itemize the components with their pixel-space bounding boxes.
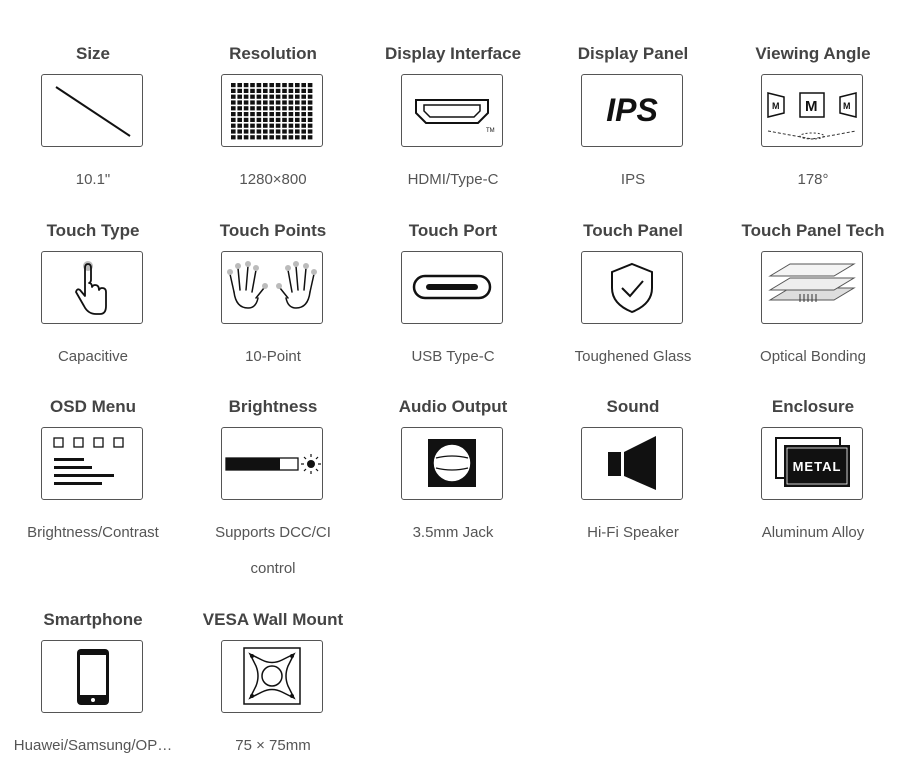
spec-value: 75 × 75mm: [235, 737, 311, 754]
pixel-cell: [269, 100, 274, 104]
layered-panels-icon: [761, 251, 863, 324]
pixel-cell: [263, 135, 268, 139]
pixel-cell: [276, 106, 281, 110]
pixel-cell: [295, 112, 300, 116]
spec-title: Smartphone: [43, 610, 143, 629]
pixel-cell: [250, 112, 255, 116]
spec-value: Huawei/Samsung/OP…: [13, 737, 173, 754]
pixel-cell: [250, 117, 255, 121]
pixel-cell: [282, 135, 287, 139]
pixel-cell: [269, 83, 274, 87]
pixel-cell: [231, 117, 236, 121]
usb-c-port-icon: [401, 251, 503, 324]
pixel-cell: [237, 129, 242, 133]
pixel-cell: [269, 106, 274, 110]
pixel-cell: [231, 129, 236, 133]
pixel-cell: [244, 88, 249, 92]
pixel-cell: [263, 83, 268, 87]
spec-title: Display Panel: [577, 44, 689, 63]
ips-text-icon: [581, 74, 683, 147]
spec-value: Toughened Glass: [574, 348, 692, 365]
pixel-cell: [263, 129, 268, 133]
spec-value: Aluminum Alloy: [761, 524, 865, 541]
pixel-cell: [301, 83, 306, 87]
pixel-cell: [308, 112, 313, 116]
spec-value: 1280×800: [239, 171, 307, 188]
pixel-cell: [250, 100, 255, 104]
pixel-cell: [301, 100, 306, 104]
pixel-cell: [231, 123, 236, 127]
pixel-cell: [289, 112, 294, 116]
pixel-cell: [308, 135, 313, 139]
pixel-cell: [231, 112, 236, 116]
pixel-cell: [276, 135, 281, 139]
pixel-cell: [269, 135, 274, 139]
pixel-cell: [237, 94, 242, 98]
pixel-cell: [263, 112, 268, 116]
pixel-cell: [244, 100, 249, 104]
pixel-cell: [282, 94, 287, 98]
pixel-cell: [276, 100, 281, 104]
pixel-cell: [308, 88, 313, 92]
pixel-cell: [289, 129, 294, 133]
pixel-cell: [257, 112, 262, 116]
pixel-cell: [301, 94, 306, 98]
pixel-cell: [282, 112, 287, 116]
spec-value: Brightness/Contrast: [27, 524, 159, 541]
pixel-grid-icon: [221, 74, 323, 147]
pixel-cell: [301, 112, 306, 116]
pixel-cell: [231, 100, 236, 104]
pixel-cell: [257, 94, 262, 98]
spec-value: Optical Bonding: [760, 348, 866, 365]
svg-text:TM: TM: [486, 128, 495, 134]
pixel-cell: [231, 88, 236, 92]
pixel-cell: [244, 94, 249, 98]
pixel-cell: [308, 123, 313, 127]
pixel-cell: [231, 135, 236, 139]
pixel-cell: [237, 106, 242, 110]
pixel-cell: [231, 94, 236, 98]
osd-menu-icon: [41, 427, 143, 500]
pixel-cell: [250, 94, 255, 98]
pixel-cell: [257, 129, 262, 133]
pixel-cell: [237, 83, 242, 87]
spec-title: Display Interface: [384, 44, 522, 63]
pixel-cell: [263, 88, 268, 92]
pixel-cell: [237, 112, 242, 116]
pixel-cell: [289, 88, 294, 92]
spec-title: Resolution: [229, 44, 317, 63]
angle-letter-right: M: [843, 101, 851, 111]
pixel-cell: [289, 135, 294, 139]
pixel-cell: [282, 100, 287, 104]
pixel-cell: [295, 100, 300, 104]
pixel-cell: [295, 117, 300, 121]
angle-letter-left: M: [772, 101, 780, 111]
spec-title: Touch Points: [219, 221, 327, 240]
pixel-cell: [301, 135, 306, 139]
metal-label: METAL: [792, 459, 842, 474]
spec-title: VESA Wall Mount: [202, 610, 344, 629]
pixel-cell: [231, 106, 236, 110]
pixel-cell: [257, 100, 262, 104]
pixel-cell: [276, 94, 281, 98]
viewing-angle-icon: [761, 74, 863, 147]
pixel-cell: [263, 123, 268, 127]
pixel-cell: [250, 135, 255, 139]
spec-title: Touch Type: [46, 221, 140, 240]
pixel-cell: [250, 88, 255, 92]
pixel-cell: [282, 117, 287, 121]
brightness-bar-icon: [221, 427, 323, 500]
pixel-cell: [269, 123, 274, 127]
pixel-cell: [295, 88, 300, 92]
spec-title: OSD Menu: [50, 397, 136, 416]
pixel-cell: [237, 88, 242, 92]
pixel-cell: [295, 129, 300, 133]
pixel-cell: [308, 100, 313, 104]
pixel-cell: [244, 123, 249, 127]
pixel-cell: [269, 94, 274, 98]
pixel-cell: [250, 83, 255, 87]
spec-value: 3.5mm Jack: [412, 524, 494, 541]
spec-title: Touch Port: [408, 221, 498, 240]
pixel-cell: [257, 117, 262, 121]
pixel-cell: [308, 117, 313, 121]
pixel-cell: [244, 106, 249, 110]
pixel-cell: [237, 117, 242, 121]
pixel-cell: [301, 106, 306, 110]
pixel-cell: [276, 112, 281, 116]
pixel-cell: [250, 106, 255, 110]
pixel-cell: [282, 123, 287, 127]
pixel-cell: [257, 135, 262, 139]
pixel-cell: [289, 123, 294, 127]
pixel-cell: [269, 88, 274, 92]
pixel-cell: [263, 94, 268, 98]
spec-value: Capacitive: [57, 348, 129, 365]
pixel-cell: [295, 94, 300, 98]
ips-label: IPS: [606, 92, 658, 128]
pixel-cell: [244, 117, 249, 121]
pixel-cell: [295, 135, 300, 139]
pixel-cell: [276, 83, 281, 87]
spec-title: Sound: [606, 397, 660, 416]
pixel-cell: [295, 106, 300, 110]
pixel-cell: [244, 83, 249, 87]
pixel-cell: [244, 135, 249, 139]
spec-value: USB Type-C: [411, 348, 495, 365]
pixel-cell: [295, 123, 300, 127]
pixel-cell: [263, 100, 268, 104]
pixel-cell: [244, 112, 249, 116]
pixel-cell: [237, 123, 242, 127]
spec-title: Touch Panel Tech: [741, 221, 885, 240]
pixel-cell: [276, 123, 281, 127]
spec-value: Hi-Fi Speaker: [587, 524, 679, 541]
pixel-cell: [231, 83, 236, 87]
spec-title: Enclosure: [771, 397, 855, 416]
spec-value: IPS: [620, 171, 646, 188]
finger-touch-icon: [41, 251, 143, 324]
pixel-cell: [295, 83, 300, 87]
pixel-cell: [237, 135, 242, 139]
pixel-cell: [269, 112, 274, 116]
smartphone-icon: [41, 640, 143, 713]
pixel-cell: [250, 129, 255, 133]
spec-value: HDMI/Type-C: [407, 171, 499, 188]
pixel-cell: [301, 123, 306, 127]
pixel-cell: [263, 106, 268, 110]
pixel-cell: [301, 129, 306, 133]
spec-title: Touch Panel: [583, 221, 683, 240]
spec-value: Supports DCC/CI control: [215, 524, 331, 577]
pixel-cell: [282, 83, 287, 87]
pixel-cell: [308, 106, 313, 110]
pixel-cell: [250, 123, 255, 127]
spec-title: Brightness: [228, 397, 318, 416]
pixel-cell: [257, 83, 262, 87]
pixel-cell: [269, 129, 274, 133]
angle-letter-center: M: [805, 98, 818, 115]
pixel-cell: [289, 94, 294, 98]
speaker-icon: [581, 427, 683, 500]
shield-check-icon: [581, 251, 683, 324]
pixel-cell: [289, 83, 294, 87]
pixel-cell: [282, 129, 287, 133]
pixel-cell: [289, 117, 294, 121]
pixel-cell: [308, 83, 313, 87]
pixel-cell: [301, 117, 306, 121]
pixel-cell: [308, 129, 313, 133]
spec-value: 178°: [797, 171, 829, 188]
spec-title: Audio Output: [398, 397, 508, 416]
spec-title: Size: [75, 44, 111, 63]
pixel-cell: [289, 100, 294, 104]
pixel-cell: [289, 106, 294, 110]
pixel-cell: [282, 106, 287, 110]
pixel-cell: [308, 94, 313, 98]
pixel-cell: [257, 106, 262, 110]
pixel-cell: [257, 88, 262, 92]
hdmi-port-icon: [401, 74, 503, 147]
pixel-cell: [269, 117, 274, 121]
metal-plate-icon: [761, 427, 863, 500]
pixel-cell: [276, 129, 281, 133]
ten-fingers-icon: [221, 251, 323, 324]
spec-value: 10.1": [75, 171, 111, 188]
pixel-cell: [263, 117, 268, 121]
pixel-cell: [276, 117, 281, 121]
pixel-cell: [257, 123, 262, 127]
pixel-cell: [276, 88, 281, 92]
vesa-mount-icon: [221, 640, 323, 713]
pixel-cell: [244, 129, 249, 133]
spec-value: 10-Point: [245, 348, 301, 365]
spec-title: Viewing Angle: [755, 44, 871, 63]
pixel-cell: [301, 88, 306, 92]
pixel-cell: [282, 88, 287, 92]
pixel-cell: [237, 100, 242, 104]
diagonal-size-icon: [41, 74, 143, 147]
audio-jack-icon: [401, 427, 503, 500]
